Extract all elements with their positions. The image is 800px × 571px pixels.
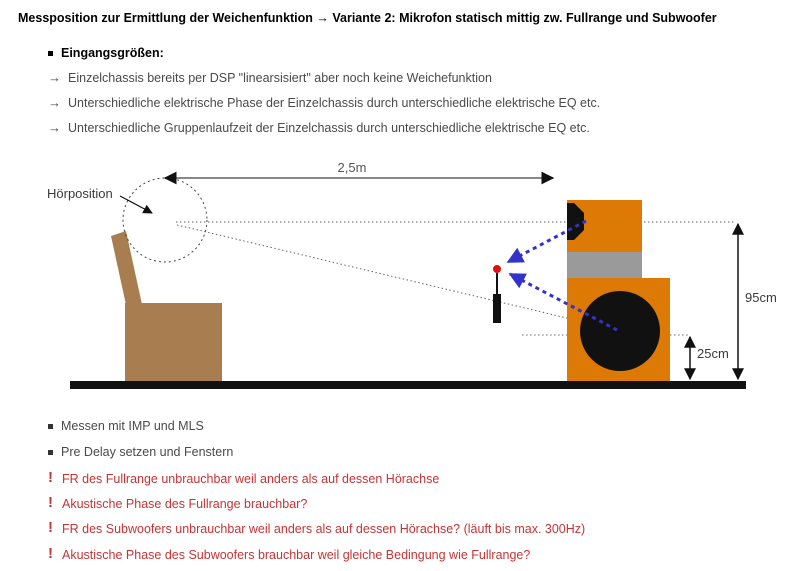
square-bullet-icon [48,51,53,56]
warning-row [48,495,307,512]
microphone-capsule-dot [493,265,501,273]
warning-row [48,546,530,563]
arrow-bullet-icon: → [48,95,61,110]
warning-row [48,520,585,537]
page-title: Messposition zur Ermittlung der Weichenfunktion → Variante 2: Mikrofon statisch mittig zw. Fullrange und Subwoofer [18,11,717,25]
measurement-setup-diagram [0,150,800,400]
warning-text: FR des Fullrange unbrauchbar weil anders als auf dessen Hörachse [62,471,440,486]
square-bullet-icon [48,450,53,455]
subwoofer-height-label: 25cm [697,346,729,361]
input-item [48,120,590,135]
warning-text: Akustische Phase des Subwoofers brauchbar weil gleiche Bedingung wie Fullrange? [62,547,531,562]
chair-backrest [111,231,143,314]
inputs-heading-row [48,46,164,60]
listening-position-label: Hörposition [47,186,113,201]
exclamation-icon: ! [48,469,53,486]
arrow-bullet-icon: → [48,70,61,85]
floor-line [70,381,746,389]
exclamation-icon: ! [48,519,53,536]
arrow-bullet-icon: → [48,120,61,135]
chair-seat [125,303,222,381]
warning-row [48,470,439,487]
note-bullet-row [48,419,204,433]
input-item-text: Unterschiedliche Gruppenlaufzeit der Einzelchassis durch unterschiedliche elektrische EQ etc. [68,120,590,135]
distance-label: 2,5m [337,160,367,175]
exclamation-icon: ! [48,545,53,562]
woofer-driver-icon [580,291,660,371]
note-text: Pre Delay setzen und Fenstern [61,445,234,459]
listening-position-pointer-arrow [120,196,152,213]
inputs-heading: Eingangsgrößen: [61,46,164,60]
input-item-text: Einzelchassis bereits per DSP "linearsisiert" aber noch keine Weichefunktion [68,70,492,85]
square-bullet-icon [48,424,53,429]
warning-text: FR des Subwoofers unbrauchbar weil anders als auf dessen Hörachse? (läuft bis max. 300Hz) [62,521,586,536]
microphone-body [493,294,501,323]
note-text: Messen mit IMP und MLS [61,419,204,433]
note-bullet-row [48,445,233,459]
listener-head-circle [123,178,207,262]
exclamation-icon: ! [48,494,53,511]
warning-text: Akustische Phase des Fullrange brauchbar? [62,496,308,511]
input-item [48,70,492,85]
fullrange-height-label: 95cm [745,290,777,305]
input-item [48,95,600,110]
input-item-text: Unterschiedliche elektrische Phase der Einzelchassis durch unterschiedliche elektrische EQ etc. [68,95,601,110]
amp-gray-band [567,252,642,278]
